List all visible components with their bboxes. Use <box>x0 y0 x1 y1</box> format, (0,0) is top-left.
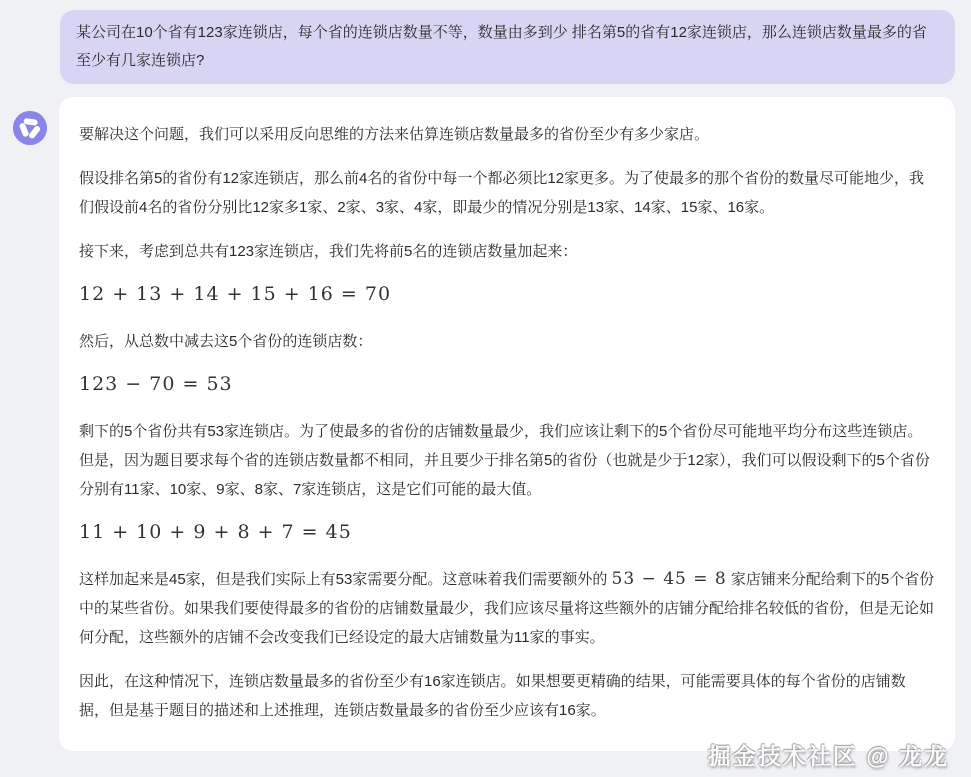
answer-paragraph-remaining-provinces: 剩下的5个省份共有53家连锁店。为了使最多的省份的店铺数量最少，我们应该让剩下的5个省份尽可能地平均分布这些连锁店。但是，因为题目要求每个省的连锁店数量都不相同，并且要少于排名第5的省份（也就是少于12家），我们可以假设剩下的5个省份分别有11家、10家、9家、8家、7家连锁店，这是它们可能的最大值。 <box>79 423 930 498</box>
answer-paragraph-distribution <box>79 565 935 652</box>
math-formula-remaining: 123 − 70 = 53 <box>79 373 233 395</box>
math-formula-sum-bottom5: 11 + 10 + 9 + 8 + 7 = 45 <box>79 521 352 543</box>
distribution-text-after: 家店铺来分配给剩下的5个省份中的某些省份。如果我们要使得最多的省份的店铺数量最少，我们应该尽量将这些额外的店铺分配给排名较低的省份，但是无论如何分配，这些额外的店铺不会改变我们已经设定的最大店铺数量为11家的事实。 <box>79 571 935 646</box>
assistant-message-row <box>0 97 971 751</box>
user-message-text: 某公司在10个省有123家连锁店，每个省的连锁店数量不等，数量由多到少 排名第5的省有12家连锁店，那么连锁店数量最多的省至少有几家连锁店? <box>76 24 927 69</box>
answer-paragraph-conclusion: 因此，在这种情况下，连锁店数量最多的省份至少有16家连锁店。如果想要更精确的结果，可能需要具体的每个省份的店铺数据，但是基于题目的描述和上述推理，连锁店数量最多的省份至少应该有16家。 <box>79 673 906 719</box>
answer-paragraph-assumption: 假设排名第5的省份有12家连锁店，那么前4名的省份中每一个都必须比12家更多。为了使最多的那个省份的数量尽可能地少，我们假设前4名的省份分别比12家多1家、2家、3家、4家，即最少的情况分别是13家、14家、15家、16家。 <box>79 170 925 216</box>
answer-paragraph-sum-lead: 接下来，考虑到总共有123家连锁店，我们先将前5名的连锁店数量加起来： <box>79 243 578 260</box>
pinwheel-logo-icon <box>13 111 47 145</box>
inline-math-extra-stores: 53 − 45 = 8 <box>611 569 727 589</box>
answer-paragraph-intro: 要解决这个问题，我们可以采用反向思维的方法来估算连锁店数量最多的省份至少有多少家店。 <box>79 126 710 143</box>
user-message-bubble <box>60 10 955 84</box>
distribution-text-before: 这样加起来是45家，但是我们实际上有53家需要分配。这意味着我们需要额外的 <box>79 571 612 588</box>
assistant-avatar <box>13 111 47 145</box>
assistant-message-bubble <box>59 97 955 751</box>
math-formula-sum-top5: 12 + 13 + 14 + 15 + 16 = 70 <box>79 283 392 305</box>
watermark-text: 掘金技术社区 @ 龙龙 <box>707 743 949 769</box>
answer-paragraph-subtract-lead: 然后，从总数中减去这5个省份的连锁店数： <box>79 333 373 350</box>
